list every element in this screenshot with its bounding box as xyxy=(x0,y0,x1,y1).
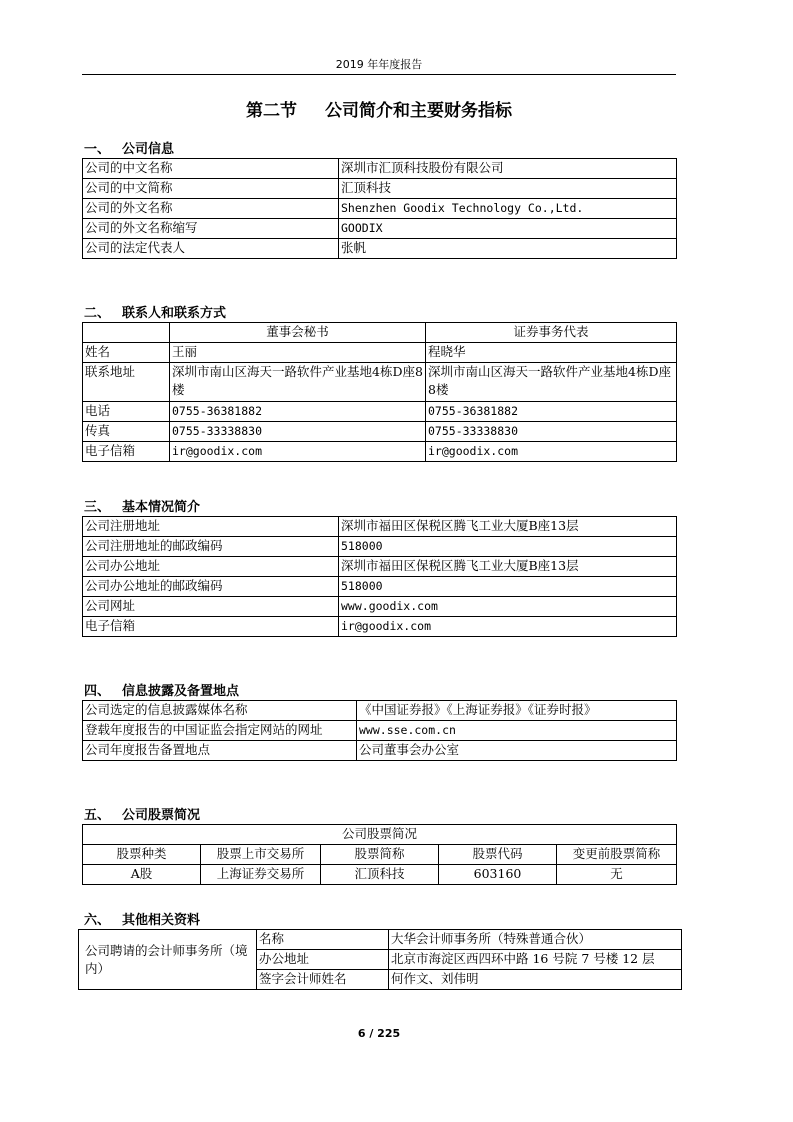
label-cell: 公司的中文简称 xyxy=(83,179,339,199)
value-cell: 汇顶科技 xyxy=(321,865,439,885)
contacts-table xyxy=(82,322,677,462)
value-cell: 0755-36381882 xyxy=(426,402,677,422)
basic-info-table xyxy=(82,516,677,637)
table-row xyxy=(83,343,677,363)
auditor-table xyxy=(78,929,682,990)
website-link[interactable]: www.sse.com.cn xyxy=(357,721,677,741)
email-link[interactable]: ir@goodix.com xyxy=(339,617,677,637)
value-cell: Shenzhen Goodix Technology Co.,Ltd. xyxy=(339,199,677,219)
value-cell: ir@goodix.com xyxy=(426,442,677,462)
value-cell: 518000 xyxy=(339,577,677,597)
value-cell: 0755-33338830 xyxy=(426,422,677,442)
value-cell: 上海证券交易所 xyxy=(201,865,321,885)
label-cell: 姓名 xyxy=(83,343,170,363)
section-heading-text: 联系人和联系方式 xyxy=(122,306,227,321)
auditor-entity-cell: 公司聘请的会计师事务所（境内） xyxy=(79,930,257,990)
section-heading-text: 基本情况简介 xyxy=(122,500,201,515)
label-cell: 签字会计师姓名 xyxy=(257,970,389,990)
section-num: 二、 xyxy=(84,306,111,321)
label-cell: 公司注册地址的邮政编码 xyxy=(83,537,339,557)
label-cell: 公司的法定代表人 xyxy=(83,239,339,259)
column-header: 股票上市交易所 xyxy=(201,845,321,865)
value-cell: 深圳市福田区保税区腾飞工业大厦B座13层 xyxy=(339,517,677,537)
table-row xyxy=(83,577,677,597)
table-row xyxy=(83,517,677,537)
table-row xyxy=(83,597,677,617)
running-header: 2019 年年度报告 xyxy=(335,58,423,71)
value-cell: 汇顶科技 xyxy=(339,179,677,199)
section-heading-text: 公司信息 xyxy=(122,142,175,157)
value-cell: ir@goodix.com xyxy=(170,442,426,462)
label-cell: 公司办公地址 xyxy=(83,557,339,577)
value-cell: 王丽 xyxy=(170,343,426,363)
value-cell: 张帆 xyxy=(339,239,677,259)
section-num: 三、 xyxy=(84,500,111,515)
page-number: 6 / 225 xyxy=(357,1027,401,1040)
table-row xyxy=(83,701,677,721)
value-cell: 深圳市南山区海天一路软件产业基地4栋D座8楼 xyxy=(170,363,426,402)
table-row xyxy=(83,442,677,462)
section-heading-stock xyxy=(84,804,200,823)
value-cell: 《中国证券报》《上海证券报》《证券时报》 xyxy=(357,701,677,721)
section-heading-other xyxy=(84,909,200,928)
section-heading-basic-info xyxy=(84,496,200,515)
section-num: 五、 xyxy=(84,808,111,823)
label-cell: 公司选定的信息披露媒体名称 xyxy=(83,701,357,721)
label-cell: 公司的外文名称 xyxy=(83,199,339,219)
label-cell: 公司注册地址 xyxy=(83,517,339,537)
value-cell: 何作文、刘伟明 xyxy=(389,970,682,990)
table-row xyxy=(83,219,677,239)
section-number: 第二节 xyxy=(246,101,297,121)
label-cell: 公司办公地址的邮政编码 xyxy=(83,577,339,597)
section-heading-contacts xyxy=(84,302,226,321)
label-cell: 公司年度报告备置地点 xyxy=(83,741,357,761)
section-num: 一、 xyxy=(84,142,111,157)
section-name: 公司简介和主要财务指标 xyxy=(325,101,512,121)
section-num: 六、 xyxy=(84,913,111,928)
label-cell: 联系地址 xyxy=(83,363,170,402)
table-row xyxy=(83,617,677,637)
value-cell: 北京市海淀区西四环中路 16 号院 7 号楼 12 层 xyxy=(389,950,682,970)
company-info-table xyxy=(82,158,677,259)
label-cell: 办公地址 xyxy=(257,950,389,970)
column-header: 股票简称 xyxy=(321,845,439,865)
table-row xyxy=(83,557,677,577)
value-cell: 603160 xyxy=(439,865,557,885)
value-cell: A股 xyxy=(83,865,201,885)
table-row xyxy=(83,537,677,557)
table-row xyxy=(83,239,677,259)
section-heading-text: 其他相关资料 xyxy=(122,913,201,928)
value-cell: 公司董事会办公室 xyxy=(357,741,677,761)
section-num: 四、 xyxy=(84,684,111,699)
table-caption: 公司股票简况 xyxy=(83,825,677,845)
table-row xyxy=(83,363,677,402)
website-link[interactable]: www.goodix.com xyxy=(339,597,677,617)
disclosure-table xyxy=(82,700,677,761)
value-cell: 0755-36381882 xyxy=(170,402,426,422)
table-row xyxy=(83,741,677,761)
value-cell: 518000 xyxy=(339,537,677,557)
column-header: 变更前股票简称 xyxy=(557,845,677,865)
section-heading-text: 信息披露及备置地点 xyxy=(122,684,240,699)
table-row xyxy=(83,199,677,219)
value-cell: 深圳市汇顶科技股份有限公司 xyxy=(339,159,677,179)
value-cell: 0755-33338830 xyxy=(170,422,426,442)
table-header-row xyxy=(83,323,677,343)
table-caption-row xyxy=(83,825,677,845)
section-heading-company-info xyxy=(84,138,174,157)
section-heading-disclosure xyxy=(84,680,239,699)
label-cell: 登载年度报告的中国证监会指定网站的网址 xyxy=(83,721,357,741)
stock-table xyxy=(82,824,677,885)
value-cell: 深圳市福田区保税区腾飞工业大厦B座13层 xyxy=(339,557,677,577)
table-row xyxy=(83,721,677,741)
section-heading-text: 公司股票简况 xyxy=(122,808,201,823)
column-header: 股票种类 xyxy=(83,845,201,865)
label-cell: 公司网址 xyxy=(83,597,339,617)
label-cell: 电子信箱 xyxy=(83,442,170,462)
header-rule xyxy=(82,74,676,75)
table-row xyxy=(83,179,677,199)
label-cell: 公司的外文名称缩写 xyxy=(83,219,339,239)
value-cell: 大华会计师事务所（特殊普通合伙） xyxy=(389,930,682,950)
page-title xyxy=(82,96,676,121)
label-cell: 公司的中文名称 xyxy=(83,159,339,179)
value-cell: 程晓华 xyxy=(426,343,677,363)
column-header: 证券事务代表 xyxy=(426,323,677,343)
empty-cell xyxy=(83,323,170,343)
table-row xyxy=(83,159,677,179)
label-cell: 名称 xyxy=(257,930,389,950)
table-header-row xyxy=(83,845,677,865)
table-row xyxy=(79,930,682,950)
table-row xyxy=(83,865,677,885)
label-cell: 电子信箱 xyxy=(83,617,339,637)
table-row xyxy=(83,422,677,442)
column-header: 股票代码 xyxy=(439,845,557,865)
value-cell: GOODIX xyxy=(339,219,677,239)
table-row xyxy=(83,402,677,422)
column-header: 董事会秘书 xyxy=(170,323,426,343)
label-cell: 电话 xyxy=(83,402,170,422)
label-cell: 传真 xyxy=(83,422,170,442)
value-cell: 无 xyxy=(557,865,677,885)
value-cell: 深圳市南山区海天一路软件产业基地4栋D座8楼 xyxy=(426,363,677,402)
